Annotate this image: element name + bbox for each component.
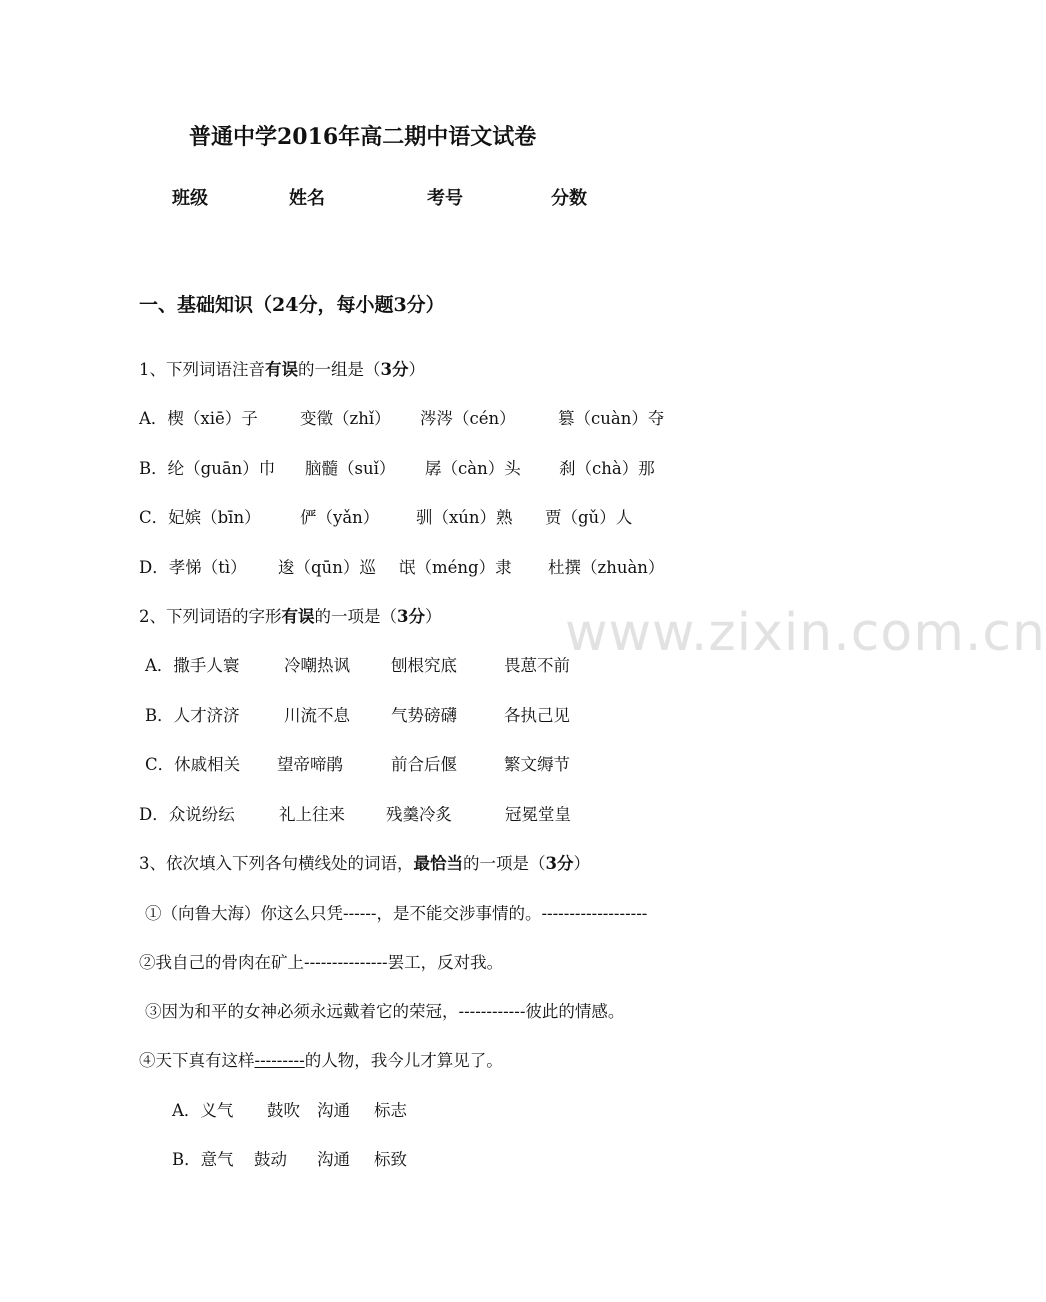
q3-text-end: ）: [573, 854, 590, 873]
q3-text-2: 的一项是（: [463, 854, 546, 873]
option-item: 望帝啼鹃: [277, 755, 343, 774]
q3-s4-text: ④天下真有这样: [139, 1051, 255, 1070]
q2-option-c: [145, 751, 570, 775]
option-item: 刹（chà）那: [559, 459, 655, 478]
q1-points: 3分: [380, 360, 409, 379]
option-item: 贾（gǔ）人: [545, 508, 633, 527]
option-item: 鼓吹: [267, 1101, 300, 1120]
q2-text-2: 的一项是（: [314, 607, 397, 626]
option-item: 杜撰（zhuàn）: [548, 558, 665, 577]
option-item: 繁文缛节: [504, 755, 570, 774]
option-item: B．人才济济: [145, 706, 240, 725]
option-item: 孱（càn）头: [425, 459, 521, 478]
q2-emphasis: 有误: [281, 607, 315, 626]
question-2-stem: [139, 603, 441, 627]
q3-sentence-1: ①（向鲁大海）你这么只凭------，是不能交涉事情的。-------------------: [145, 904, 648, 923]
q3-option-b: [172, 1146, 407, 1170]
q2-option-b: [145, 702, 570, 726]
q1-option-c: [139, 504, 633, 528]
q3-sentence-3: ③因为和平的女神必须永远戴着它的荣冠，------------彼此的情感。: [145, 1002, 625, 1021]
option-item: 标志: [374, 1101, 407, 1120]
option-item: A．义气: [172, 1101, 234, 1120]
option-item: 前合后偃: [391, 755, 457, 774]
question-3-stem: [139, 850, 590, 874]
option-item: 冷嘲热讽: [284, 656, 350, 675]
option-item: A．楔（xiē）子: [139, 409, 258, 428]
option-item: 逡（qūn）巡: [278, 558, 376, 577]
q2-points: 3分: [397, 607, 425, 626]
question-1-stem: [139, 356, 425, 380]
option-item: C．休戚相关: [145, 755, 241, 774]
q1-option-d: [139, 554, 665, 578]
q1-text: 1、下列词语注音: [139, 360, 265, 379]
exam-title: 普通中学2016年高二期中语文试卷: [189, 124, 537, 150]
option-item: 礼上往来: [279, 805, 345, 824]
option-item: 川流不息: [284, 706, 350, 725]
option-item: 刨根究底: [391, 656, 457, 675]
option-item: 残羹冷炙: [386, 805, 452, 824]
q1-text-end: ）: [408, 360, 425, 379]
option-item: 标致: [374, 1150, 407, 1169]
option-item: 畏葸不前: [504, 656, 570, 675]
option-item: 鼓动: [254, 1150, 287, 1169]
q1-option-b: [139, 455, 655, 479]
q2-text-end: ）: [424, 607, 442, 626]
option-item: D．众说纷纭: [139, 805, 235, 824]
q3-s4-text-2: 的人物，我今儿才算见了。: [304, 1051, 503, 1070]
section-heading: 一、基础知识（24分，每小题3分）: [139, 294, 445, 316]
q3-points: 3分: [545, 854, 574, 873]
option-item: 气势磅礴: [391, 706, 457, 725]
class-label: 班级: [172, 188, 208, 209]
number-label: 考号: [427, 188, 463, 209]
q2-text: 2、下列词语的字形: [139, 607, 282, 626]
q2-option-a: [145, 652, 570, 676]
q1-option-a: [139, 405, 665, 429]
option-item: 变徵（zhǐ）: [300, 409, 391, 428]
option-item: 涔涔（cén）: [420, 409, 516, 428]
q3-sentence-2: ②我自己的骨肉在矿上---------------罢工，反对我。: [139, 953, 504, 972]
option-item: 沟通: [317, 1101, 350, 1120]
q3-option-a: [172, 1097, 407, 1121]
q2-option-d: [139, 801, 571, 825]
option-item: 脑髓（suǐ）: [305, 459, 396, 478]
option-item: B．纶（guān）巾: [139, 459, 276, 478]
option-item: 沟通: [317, 1150, 350, 1169]
q3-s4-blank: ---------: [254, 1051, 305, 1070]
q3-emphasis: 最恰当: [413, 854, 463, 873]
q3-text: 3、依次填入下列各句横线处的词语，: [139, 854, 414, 873]
watermark: www.zixin.com.cn: [565, 603, 1046, 663]
q1-emphasis: 有误: [265, 360, 298, 379]
q3-sentence-4: [139, 1047, 503, 1071]
option-item: D．孝悌（tì）: [139, 558, 247, 577]
option-item: 驯（xún）熟: [416, 508, 513, 527]
option-item: 各执己见: [504, 706, 570, 725]
option-item: A．撒手人寰: [145, 656, 240, 675]
option-item: 俨（yǎn）: [300, 508, 380, 527]
q1-text-2: 的一组是（: [298, 360, 381, 379]
score-label: 分数: [551, 188, 587, 209]
option-item: 篡（cuàn）夺: [558, 409, 665, 428]
option-item: B．意气: [172, 1150, 234, 1169]
name-label: 姓名: [289, 188, 325, 209]
option-item: 冠冕堂皇: [505, 805, 571, 824]
option-item: C．妃嫔（bīn）: [139, 508, 261, 527]
option-item: 氓（méng）隶: [399, 558, 512, 577]
